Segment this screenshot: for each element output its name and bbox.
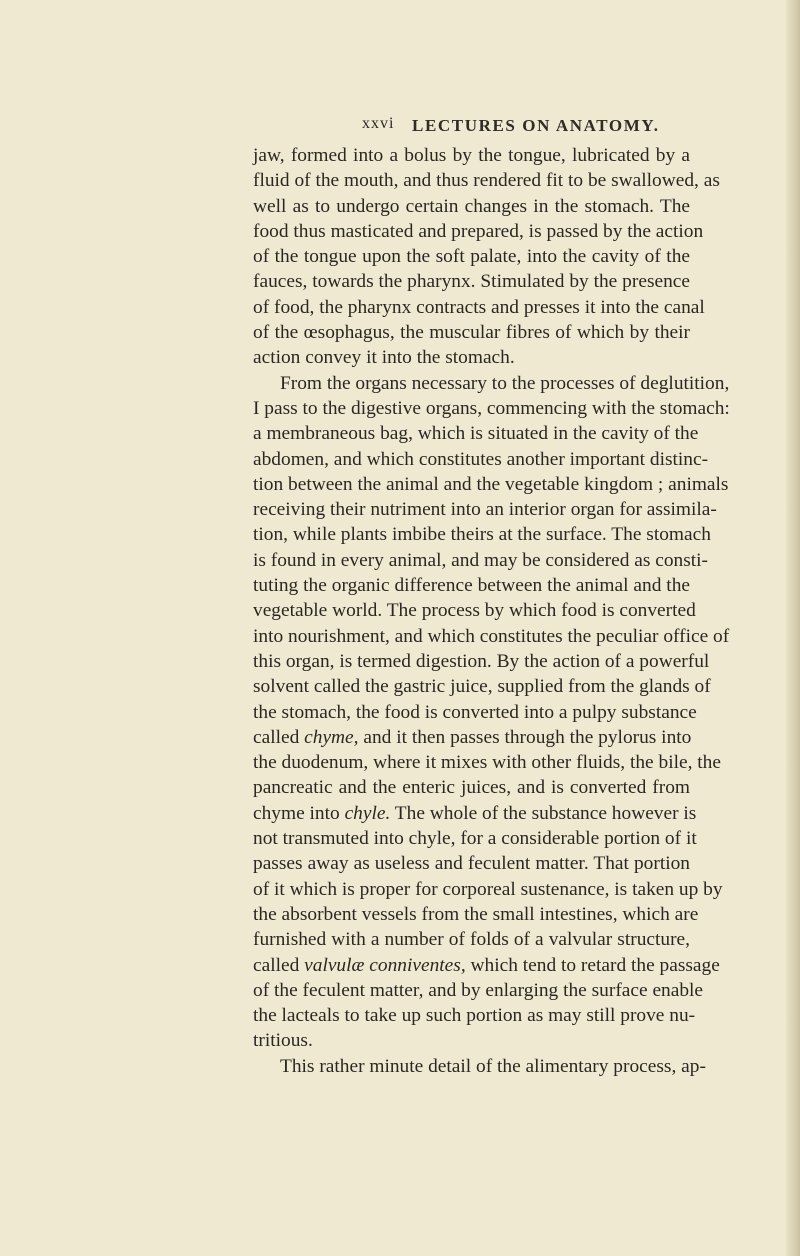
text-fragment: The whole of the substance however is [390, 802, 697, 824]
term-valvulae-conniventes: valvulæ conniventes, [304, 954, 466, 976]
text-fragment: which tend to retard the passage [465, 954, 720, 976]
body-text [253, 143, 730, 1079]
text-line: abdomen, and which constitutes another important distinc- [253, 448, 709, 470]
text-line: the duodenum, where it mixes with other fluids, the bile, the [253, 752, 721, 774]
text-line: this organ, is termed digestion. By the action of a powerful [253, 650, 710, 672]
text-line: the absorbent vessels from the small intestines, which are [253, 903, 699, 925]
text-line: tritious. [253, 1030, 313, 1052]
text-line-chyme [253, 725, 690, 750]
text-line: of the feculent matter, and by enlarging the surface enable [253, 979, 704, 1001]
text-line: action convey it into the stomach. [253, 347, 515, 369]
text-line: of the œsophagus, the muscular fibres of which by their [253, 322, 690, 344]
text-line: of the tongue upon the soft palate, into the cavity of the [253, 246, 690, 268]
text-line: From the organs necessary to the processes of deglutition, [280, 372, 730, 394]
text-line: is found in every animal, and may be considered as consti- [253, 549, 709, 571]
text-line: receiving their nutriment into an interior organ for assimila- [253, 499, 717, 521]
text-line: tuting the organic difference between the animal and the [253, 575, 690, 597]
term-chyme: chyme, [304, 726, 359, 748]
text-line: of food, the pharynx contracts and presses it into the canal [253, 296, 705, 318]
text-line: food thus masticated and prepared, is passed by the action [253, 220, 704, 242]
text-line: solvent called the gastric juice, supplied from the glands of [253, 676, 711, 698]
text-line: furnished with a number of folds of a valvular structure, [253, 929, 690, 951]
page-edge-shadow [786, 0, 800, 1256]
running-title: LECTURES ON ANATOMY. [412, 116, 660, 135]
text-line: a membraneous bag, which is situated in the cavity of the [253, 423, 699, 445]
text-line: passes away as useless and feculent matter. That portion [253, 853, 690, 875]
text-fragment: called [253, 726, 305, 748]
text-line: into nourishment, and which constitutes the peculiar office of [253, 625, 730, 647]
text-line: of it which is proper for corporeal sustenance, is taken up by [253, 878, 723, 900]
text-line: This rather minute detail of the alimentary process, ap- [280, 1055, 706, 1077]
text-line: pancreatic and the enteric juices, and is converted from [253, 777, 690, 799]
text-line: not transmuted into chyle, for a considerable portion of it [253, 828, 697, 850]
text-line-chyle [253, 801, 697, 826]
text-line: fluid of the mouth, and thus rendered fit to be swallowed, as [253, 170, 720, 192]
text-line: the lacteals to take up such portion as may still prove nu- [253, 1005, 696, 1027]
text-line-valvulae [253, 953, 720, 978]
term-chyle: chyle. [344, 802, 391, 824]
text-line: the stomach, the food is converted into a pulpy substance [253, 701, 697, 723]
text-line: tion between the animal and the vegetable kingdom ; animals [253, 473, 729, 495]
text-line: fauces, towards the pharynx. Stimulated by the presence [253, 271, 690, 293]
text-fragment: called [253, 954, 305, 976]
text-line: vegetable world. The process by which food is converted [253, 600, 696, 622]
text-fragment: and it then passes through the pylorus into [358, 726, 692, 748]
text-line: I pass to the digestive organs, commencing with the stomach: [253, 397, 730, 419]
text-line: jaw, formed into a bolus by the tongue, lubricated by a [253, 145, 690, 166]
text-fragment: chyme into [253, 802, 345, 824]
text-line: tion, while plants imbibe theirs at the surface. The stomach [253, 524, 711, 546]
text-line: well as to undergo certain changes in the stomach. The [253, 195, 690, 217]
page-number: xxvi [362, 115, 395, 132]
